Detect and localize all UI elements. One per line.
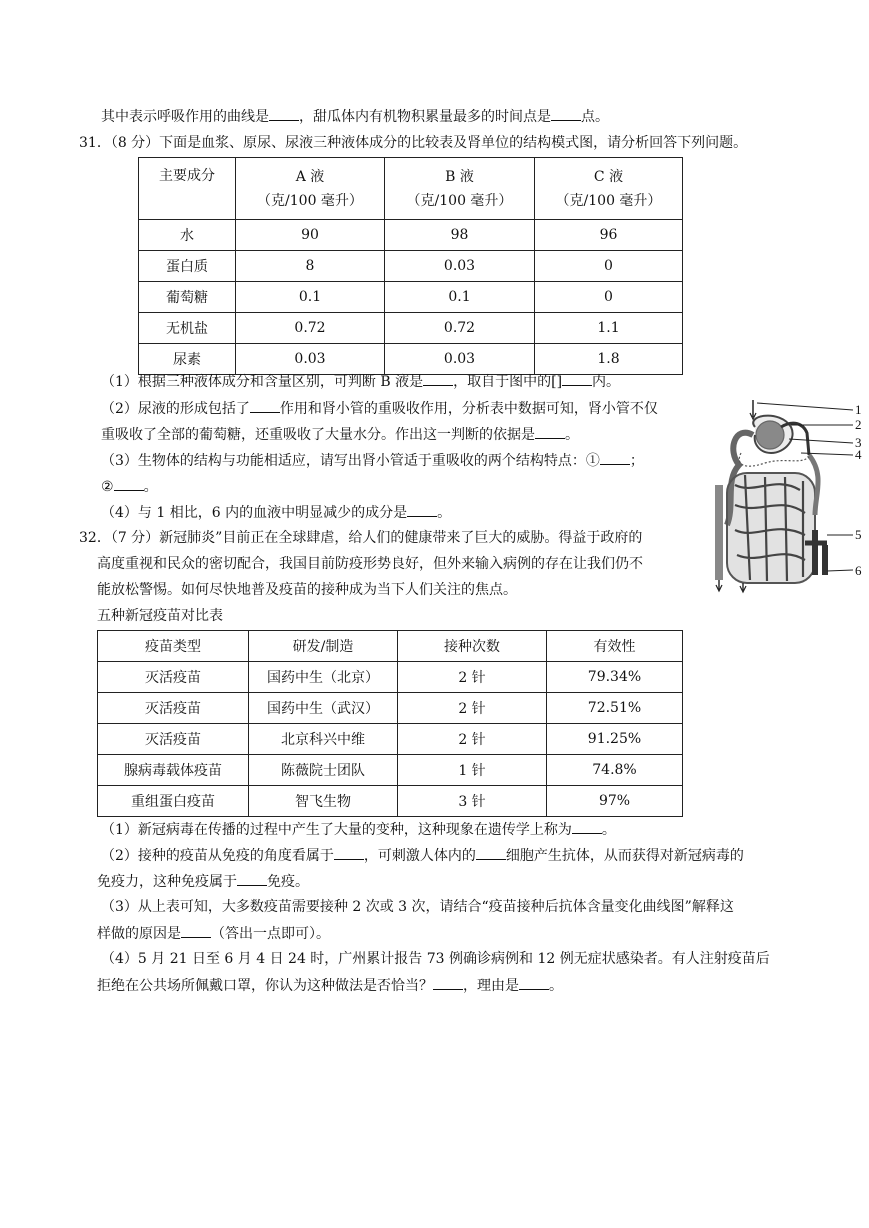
answer-blank[interactable] xyxy=(433,975,463,990)
table-cell: 灭活疫苗 xyxy=(98,662,249,693)
answer-blank[interactable] xyxy=(334,845,364,860)
table-row xyxy=(139,251,683,282)
answer-blank[interactable] xyxy=(269,106,299,121)
header-cell: A 液 （克/100 毫升） xyxy=(236,158,385,220)
table-cell: 国药中生（武汉） xyxy=(249,693,398,724)
q32-sub1: （1）新冠病毒在传播的过程中产生了大量的变种，这种现象在遗传学上称为 。 xyxy=(101,819,616,840)
q32-intro-line3: 能放松警惕。如何尽快地普及疫苗的接种成为当下人们关注的焦点。 xyxy=(97,582,517,598)
table-cell: 北京科兴中维 xyxy=(249,724,398,755)
answer-blank[interactable] xyxy=(535,424,565,439)
table-cell: 0.1 xyxy=(236,282,385,313)
table-header-row xyxy=(98,631,683,662)
table-row xyxy=(139,313,683,344)
answer-blank[interactable] xyxy=(250,398,280,413)
q32-sub3-line1: （3）从上表可知，大多数疫苗需要接种 2 次或 3 次，请结合“疫苗接种后抗体含量变化曲线图”解释这 xyxy=(101,899,734,915)
table-cell: 90 xyxy=(236,220,385,251)
q31-sub3-line2: ② 。 xyxy=(101,476,158,497)
table-cell: 0.03 xyxy=(385,344,535,375)
table-row xyxy=(98,662,683,693)
q32-intro-line1: 32．（7 分）新冠肺炎”目前正在全球肆虐，给人们的健康带来了巨大的威胁。得益于政府的 xyxy=(79,530,643,546)
table-cell: 灭活疫苗 xyxy=(98,693,249,724)
fluid-composition-table xyxy=(138,157,683,375)
header-cell: 主要成分 xyxy=(139,158,236,220)
answer-blank[interactable] xyxy=(572,819,602,834)
q31-sub1: （1）根据三种液体成分和含量区别，可判断 B 液是 ，取自于图中的[] 内。 xyxy=(101,371,620,392)
q32-table-title: 五种新冠疫苗对比表 xyxy=(97,608,223,624)
diagram-label-4: 4 xyxy=(855,447,862,462)
table-header-row xyxy=(139,158,683,220)
table-cell: 0.72 xyxy=(385,313,535,344)
table-cell: 72.51% xyxy=(547,693,683,724)
table-row xyxy=(98,786,683,817)
answer-blank[interactable] xyxy=(600,450,630,465)
table-cell: 国药中生（北京） xyxy=(249,662,398,693)
header-cell: 疫苗类型 xyxy=(98,631,249,662)
table-cell: 重组蛋白疫苗 xyxy=(98,786,249,817)
answer-blank[interactable] xyxy=(476,845,506,860)
table-cell: 74.8% xyxy=(547,755,683,786)
table-cell: 腺病毒载体疫苗 xyxy=(98,755,249,786)
table-cell: 2 针 xyxy=(398,724,547,755)
table-cell: 无机盐 xyxy=(139,313,236,344)
q32-intro-line2: 高度重视和民众的密切配合，我国目前防疫形势良好，但外来输入病例的存在让我们仍不 xyxy=(97,556,643,572)
table-cell: 0.72 xyxy=(236,313,385,344)
table-row xyxy=(139,220,683,251)
table-cell: 91.25% xyxy=(547,724,683,755)
q32-sub2-line2: 免疫力，这种免疫属于 免疫。 xyxy=(97,871,309,892)
answer-blank[interactable] xyxy=(237,871,267,886)
nephron-diagram xyxy=(705,395,865,600)
table-cell: 0.1 xyxy=(385,282,535,313)
table-row xyxy=(139,344,683,375)
diagram-label-2: 2 xyxy=(855,417,862,432)
table-cell: 97% xyxy=(547,786,683,817)
q31-sub4: （4）与 1 相比，6 内的血液中明显减少的成分是 。 xyxy=(101,502,451,523)
answer-blank[interactable] xyxy=(114,476,144,491)
table-cell: 0.03 xyxy=(236,344,385,375)
header-cell: B 液 （克/100 毫升） xyxy=(385,158,535,220)
q32-sub4-line2: 拒绝在公共场所佩戴口罩，你认为这种做法是否恰当？ ，理由是 。 xyxy=(97,975,563,996)
header-cell: 接种次数 xyxy=(398,631,547,662)
q31-sub2-line2: 重吸收了全部的葡萄糖，还重吸收了大量水分。作出这一判断的依据是 。 xyxy=(101,424,579,445)
q31-sub2-line1: （2）尿液的形成包括了 作用和肾小管的重吸收作用，分析表中数据可知，肾小管不仅 xyxy=(101,398,658,419)
answer-blank[interactable] xyxy=(519,975,549,990)
table-row xyxy=(98,755,683,786)
answer-blank[interactable] xyxy=(423,371,453,386)
q32-sub4-line1: （4）5 月 21 日至 6 月 4 日 24 时，广州累计报告 73 例确诊病例和 12 例无症状感染者。有人注射疫苗后 xyxy=(101,951,770,967)
table-cell: 8 xyxy=(236,251,385,282)
diagram-label-3: 3 xyxy=(855,435,862,450)
table-cell: 1 针 xyxy=(398,755,547,786)
q32-sub2-line1: （2）接种的疫苗从免疫的角度看属于 ，可刺激人体内的 细胞产生抗体，从而获得对新冠病毒的 xyxy=(101,845,744,866)
table-row xyxy=(139,282,683,313)
table-row xyxy=(98,693,683,724)
table-row xyxy=(98,724,683,755)
table-cell: 0 xyxy=(535,251,683,282)
q31-title: 31．（8 分）下面是血浆、原尿、尿液三种液体成分的比较表及肾单位的结构模式图，请分析回答下列问题。 xyxy=(79,135,748,151)
diagram-label-1: 1 xyxy=(855,402,862,417)
answer-blank[interactable] xyxy=(181,923,211,938)
table-cell: 1.1 xyxy=(535,313,683,344)
table-cell: 水 xyxy=(139,220,236,251)
diagram-label-5: 5 xyxy=(855,527,862,542)
table-cell: 96 xyxy=(535,220,683,251)
q32-sub3-line2: 样做的原因是 （答出一点即可）。 xyxy=(97,923,330,944)
vaccine-comparison-table xyxy=(97,630,683,817)
table-cell: 尿素 xyxy=(139,344,236,375)
table-cell: 灭活疫苗 xyxy=(98,724,249,755)
table-cell: 98 xyxy=(385,220,535,251)
table-cell: 智飞生物 xyxy=(249,786,398,817)
table-cell: 2 针 xyxy=(398,662,547,693)
table-cell: 陈薇院士团队 xyxy=(249,755,398,786)
table-cell: 0 xyxy=(535,282,683,313)
table-cell: 79.34% xyxy=(547,662,683,693)
table-cell: 蛋白质 xyxy=(139,251,236,282)
diagram-label-6: 6 xyxy=(855,563,862,578)
table-cell: 0.03 xyxy=(385,251,535,282)
header-cell: 研发/制造 xyxy=(249,631,398,662)
table-cell: 1.8 xyxy=(535,344,683,375)
answer-blank[interactable] xyxy=(551,106,581,121)
table-cell: 葡萄糖 xyxy=(139,282,236,313)
answer-blank[interactable] xyxy=(562,371,592,386)
table-cell: 3 针 xyxy=(398,786,547,817)
header-cell: C 液 （克/100 毫升） xyxy=(535,158,683,220)
intro-line: 其中表示呼吸作用的曲线是 ，甜瓜体内有机物积累量最多的时间点是 点。 xyxy=(101,106,609,127)
header-cell: 有效性 xyxy=(547,631,683,662)
q31-sub3-line1: （3）生物体的结构与功能相适应，请写出肾小管适于重吸收的两个结构特点：① ； xyxy=(101,450,644,471)
table-cell: 2 针 xyxy=(398,693,547,724)
answer-blank[interactable] xyxy=(407,502,437,517)
